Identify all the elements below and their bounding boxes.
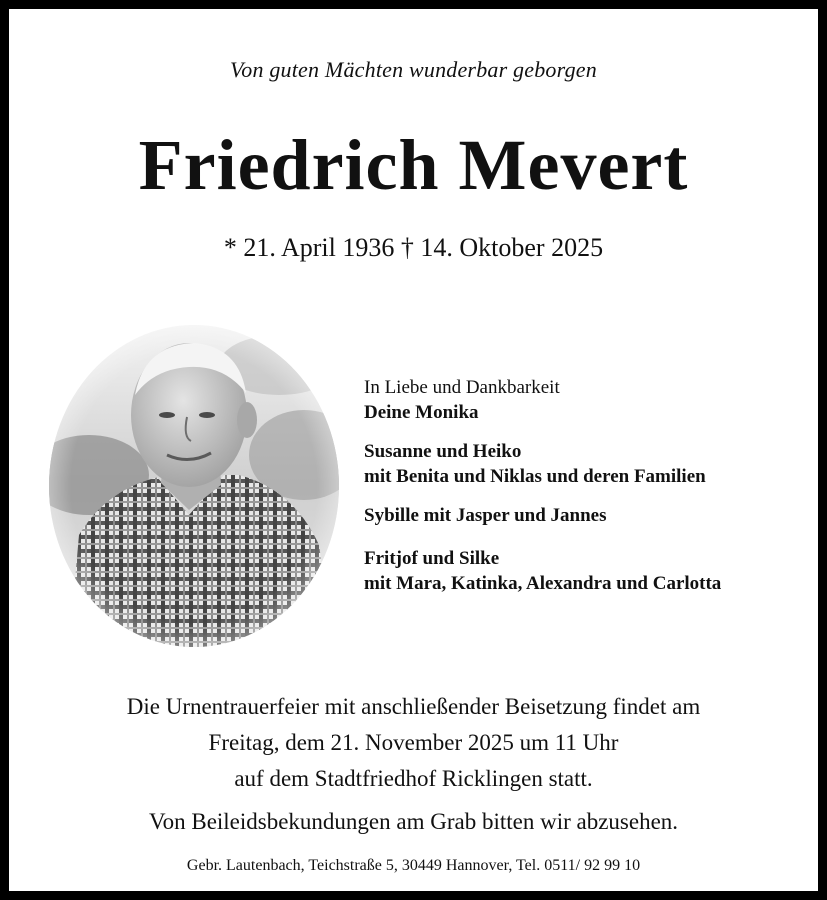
dedication-line: In Liebe und Dankbarkeit [364, 377, 560, 398]
mourners-list [364, 375, 721, 610]
mourner-group [364, 439, 721, 489]
mourner-line: Susanne und Heiko [364, 441, 522, 462]
motto: Von guten Mächten wunderbar geborgen [230, 57, 597, 82]
undertaker-info: Gebr. Lautenbach, Teichstraße 5, 30449 Hannover, Tel. 0511/ 92 99 10 [186, 857, 641, 874]
photo-vignette [49, 325, 339, 647]
life-dates: * 21. April 1936 † 14. Oktober 2025 [223, 233, 604, 262]
deceased-name: Friedrich Mevert [138, 125, 689, 205]
mourners-intro-group [364, 375, 721, 425]
ceremony-line: Freitag, dem 21. November 2025 um 11 Uhr [208, 730, 619, 755]
condolence-note: Von Beileidsbekundungen am Grab bitten wir abzusehen. [148, 809, 679, 834]
mourner-line: mit Benita und Niklas und deren Familien [364, 466, 706, 487]
portrait-photo [49, 325, 339, 647]
mourner-line: Sybille mit Jasper und Jannes [364, 505, 607, 526]
spouse-name: Deine Monika [364, 402, 479, 423]
ceremony-info [9, 689, 818, 797]
mourner-line: mit Mara, Katinka, Alexandra und Carlotta [364, 573, 722, 594]
mourner-group [364, 546, 721, 596]
ceremony-line: Die Urnentrauerfeier mit anschließender Beisetzung findet am [126, 694, 701, 719]
mourner-line: Fritjof und Silke [364, 548, 500, 569]
mourner-group [364, 503, 721, 528]
ceremony-line: auf dem Stadtfriedhof Ricklingen statt. [234, 766, 593, 791]
